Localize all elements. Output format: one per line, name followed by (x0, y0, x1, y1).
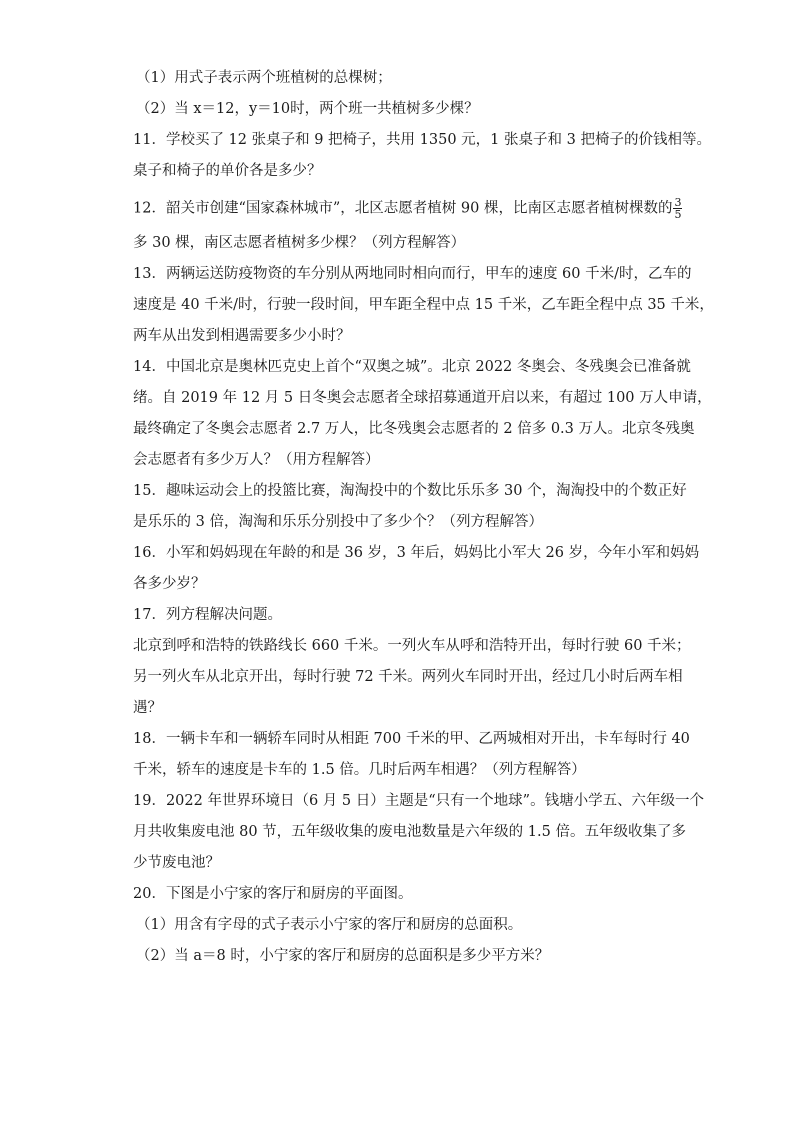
question-17-line-3: 遇？ (133, 700, 162, 716)
fraction-numerator: 3 (674, 196, 682, 209)
question-19-line-2: 月共收集废电池 80 节，五年级收集的废电池数量是六年级的 1.5 倍。五年级收集了多 (133, 824, 686, 840)
question-19-line-3: 少节废电池？ (133, 855, 220, 871)
fraction-three-fifths (673, 197, 682, 220)
question-14-line-2: 绪。自 2019 年 12 月 5 日冬奥会志愿者全球招募通道开启以来，有超过 100 万人申请， (133, 390, 712, 406)
question-20-part-2: （2）当 a＝8 时，小宁家的客厅和厨房的总面积是多少平方米？ (136, 948, 550, 964)
question-13-line-1: 13．两辆运送防疫物资的车分别从两地同时相向而行，甲车的速度 60 千米/时，乙车的 (133, 266, 692, 282)
question-16-line-1: 16．小军和妈妈现在年龄的和是 36 岁，3 年后，妈妈比小军大 26 岁，今年小军和妈妈 (133, 545, 700, 561)
question-17-line-2: 另一列火车从北京开出，每时行驶 72 千米。两列火车同时开出，经过几小时后两车相 (133, 669, 683, 685)
question-11-line-1: 11．学校买了 12 张桌子和 9 把椅子，共用 1350 元，1 张桌子和 3 把椅子的价钱相等。 (133, 132, 711, 148)
question-17-line-1: 北京到呼和浩特的铁路线长 660 千米。一列火车从呼和浩特开出，每时行驶 60 千米； (133, 638, 691, 654)
question-14-line-1: 14．中国北京是奥林匹克史上首个“双奥之城”。北京 2022 冬奥会、冬残奥会已准备就 (133, 359, 691, 375)
question-12-line-1 (133, 197, 693, 220)
question-17-title: 17．列方程解决问题。 (133, 607, 282, 623)
question-15-line-1: 15．趣味运动会上的投篮比赛，淘淘投中的个数比乐乐多 30 个，淘淘投中的个数正好 (133, 483, 687, 499)
question-13-line-2: 速度是 40 千米/时，行驶一段时间，甲车距全程中点 15 千米，乙车距全程中点 35 千米， (133, 297, 714, 313)
fraction-denominator: 5 (674, 208, 682, 221)
question-20-line-1: 20．下图是小宁家的客厅和厨房的平面图。 (133, 886, 413, 902)
question-11-line-2: 桌子和椅子的单价各是多少？ (133, 163, 322, 179)
question-15-line-2: 是乐乐的 3 倍，淘淘和乐乐分别投中了多少个？（列方程解答） (133, 514, 543, 530)
question-13-line-3: 两车从出发到相遇需要多少小时？ (133, 328, 351, 344)
question-12-line-2: 多 30 棵，南区志愿者植树多少棵？（列方程解答） (133, 235, 466, 251)
question-16-line-2: 各多少岁？ (133, 576, 206, 592)
question-14-line-3: 最终确定了冬奥会志愿者 2.7 万人，比冬残奥会志愿者的 2 倍多 0.3 万人。北京冬残奥 (133, 421, 695, 437)
question-10-part-1: （1）用式子表示两个班植树的总棵树； (136, 70, 392, 86)
question-18-line-2: 千米，轿车的速度是卡车的 1.5 倍。几时后两车相遇？（列方程解答） (133, 762, 586, 778)
question-20-part-1: （1）用含有字母的式子表示小宁家的客厅和厨房的总面积。 (136, 917, 523, 933)
question-14-line-4: 会志愿者有多少万人？（用方程解答） (133, 452, 380, 468)
question-18-line-1: 18．一辆卡车和一辆轿车同时从相距 700 千米的甲、乙两城相对开出，卡车每时行 40 (133, 731, 690, 747)
question-19-line-1: 19．2022 年世界环境日（6 月 5 日）主题是“只有一个地球”。钱塘小学五、六年级一个 (133, 793, 705, 809)
question-10-part-2: （2）当 x＝12，y＝10时，两个班一共植树多少棵？ (136, 101, 479, 117)
question-12-text: 12．韶关市创建“国家森林城市”，北区志愿者植树 90 棵，比南区志愿者植树棵数的 (133, 200, 673, 217)
